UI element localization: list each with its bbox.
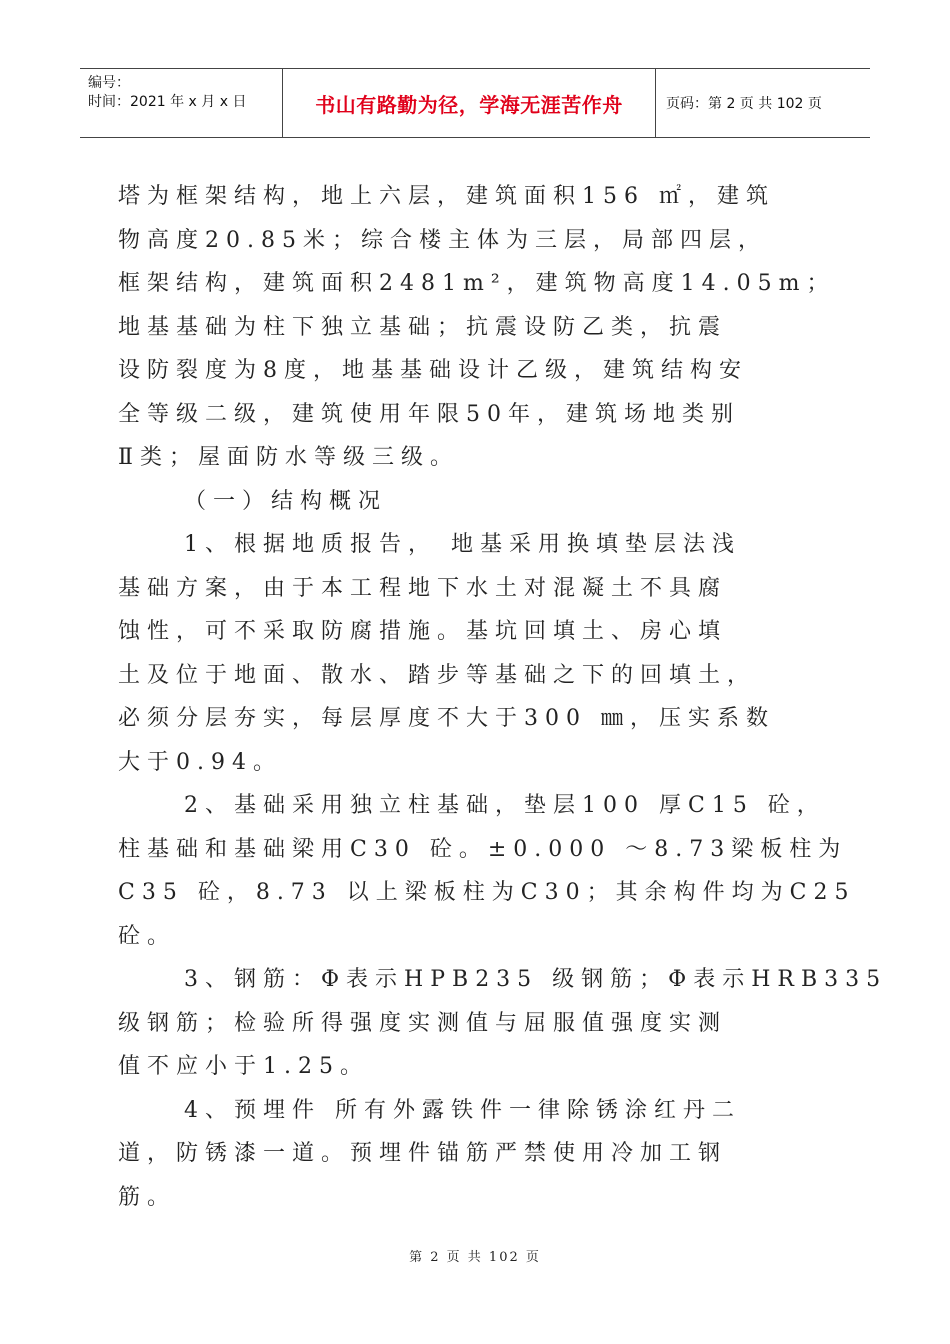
- header-motto: 书山有路勤为径，学海无涯苦作舟: [315, 92, 623, 117]
- body-line: 筋。: [118, 1184, 177, 1210]
- body-line: 1、根据地质报告， 地基采用换填垫层法浅: [184, 532, 741, 557]
- document-body: [118, 175, 888, 1219]
- document-number-label: 编号：: [88, 75, 130, 91]
- body-line: Ⅱ类；屋面防水等级三级。: [118, 445, 459, 470]
- body-line: 必须分层夯实，每层厚度不大于300 ㎜，压实系数: [118, 706, 775, 731]
- body-line: 大于0.94。: [118, 749, 282, 775]
- body-line: 4、预埋件 所有外露铁件一律除锈涂红丹二: [184, 1097, 741, 1123]
- page-footer: 第 2 页 共 102 页: [409, 1250, 541, 1265]
- body-line: 道，防锈漆一道。预埋件锚筋严禁使用冷加工钢: [118, 1141, 728, 1166]
- body-line: 蚀性，可不采取防腐措施。基坑回填土、房心填: [118, 619, 728, 644]
- body-line: 2、基础采用独立柱基础，垫层100 厚C15 砼，: [184, 793, 826, 818]
- page-header: [80, 68, 870, 138]
- body-line: 全等级二级，建筑使用年限50年，建筑场地类别: [118, 401, 740, 427]
- header-page-info: 页码：第 2 页 共 102 页: [666, 96, 822, 112]
- body-line: 土及位于地面、散水、踏步等基础之下的回填土，: [118, 662, 757, 688]
- section-heading: （一）结构概况: [184, 488, 388, 514]
- header-motto-cell: [282, 69, 656, 137]
- body-line: 设防裂度为8度，地基基础设计乙级，建筑结构安: [118, 358, 748, 383]
- document-time-label: 时间：2021 年 x 月 x 日: [88, 94, 247, 110]
- body-line: 级钢筋；检验所得强度实测值与屈服值强度实测: [118, 1010, 728, 1036]
- body-line: 物高度20.85米；综合楼主体为三层，局部四层，: [118, 227, 767, 253]
- body-line: 塔为框架结构，地上六层，建筑面积156 ㎡，建筑: [118, 184, 775, 209]
- body-line: C35 砼，8.73 以上梁板柱为C30；其余构件均为C25: [118, 880, 856, 905]
- body-line: 柱基础和基础梁用C30 砼。±0.000 ～8.73梁板柱为: [118, 836, 848, 862]
- header-page-cell: [656, 69, 870, 137]
- header-meta-cell: [80, 69, 282, 137]
- body-line: 3、钢筋：Φ表示HPB235 级钢筋；Φ表示HRB335: [184, 967, 888, 992]
- body-line: 砼。: [118, 923, 177, 949]
- body-line: 框架结构，建筑面积2481m²，建筑物高度14.05m；: [118, 271, 836, 296]
- body-line: 地基基础为柱下独立基础；抗震设防乙类，抗震: [118, 314, 728, 340]
- body-line: 值不应小于1.25。: [118, 1054, 369, 1079]
- body-line: 基础方案，由于本工程地下水土对混凝土不具腐: [118, 575, 728, 601]
